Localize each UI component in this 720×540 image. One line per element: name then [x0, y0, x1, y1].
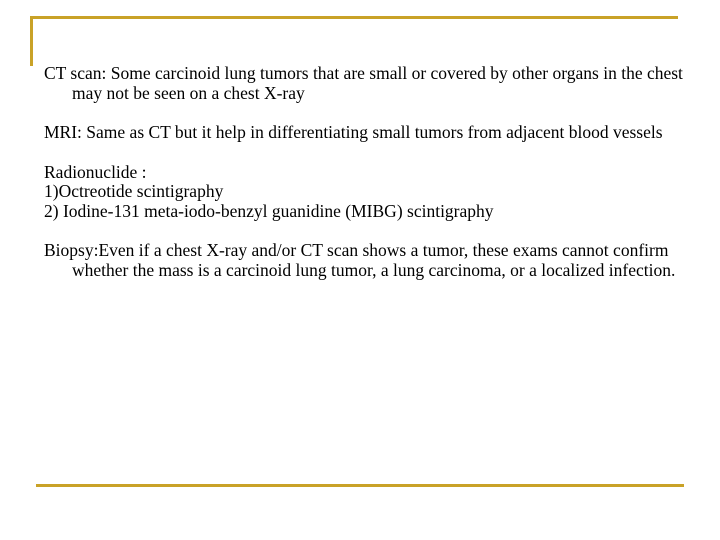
left-accent-rule	[30, 16, 33, 66]
ct-scan-paragraph: CT scan: Some carcinoid lung tumors that are small or covered by other organs in the chest may not be seen on a chest X-ray	[44, 63, 683, 103]
radionuclide-item-1: 1)Octreotide scintigraphy	[44, 181, 224, 201]
top-accent-rule	[30, 16, 678, 19]
biopsy-paragraph: Biopsy:Even if a chest X-ray and/or CT scan shows a tumor, these exams cannot confirm whether the mass is a carcinoid lung tumor, a lung carcinoma, or a localized infection.	[44, 240, 676, 280]
mri-paragraph: MRI: Same as CT but it help in differentiating small tumors from adjacent blood vessels	[44, 122, 663, 142]
radionuclide-item-2: 2) Iodine-131 meta-iodo-benzyl guanidine (MIBG) scintigraphy	[44, 200, 494, 221]
slide-body	[44, 64, 694, 300]
bottom-accent-rule	[36, 484, 684, 487]
radionuclide-heading: Radionuclide :	[44, 161, 147, 182]
radionuclide-paragraph	[44, 163, 694, 222]
